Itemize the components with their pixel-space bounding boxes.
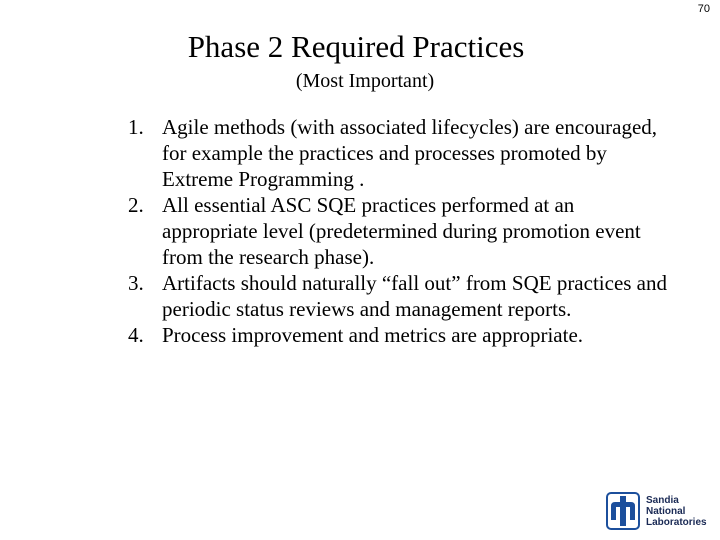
list-item-text: Artifacts should naturally “fall out” from SQE practices and periodic status reviews and management reports. (162, 271, 668, 321)
list-item-number: 1. (128, 115, 144, 139)
list-item-number: 4. (128, 323, 144, 347)
list-item-text: Process improvement and metrics are appropriate. (162, 323, 584, 347)
list-item (128, 114, 668, 192)
sandia-logo-text (646, 495, 707, 528)
list-item (128, 270, 668, 322)
sandia-logo (606, 492, 707, 530)
list-item-text: All essential ASC SQE practices performed at an appropriate level (predetermined during promotion event from the research phase). (162, 193, 641, 269)
list-item-text: Agile methods (with associated lifecycles) are encouraged, for example the practices and processes promoted by Extreme Programming . (162, 115, 658, 191)
page-number: 70 (697, 3, 710, 15)
logo-line-laboratories: Laboratories (646, 516, 707, 528)
list-item-number: 3. (128, 271, 144, 295)
sandia-thunderbird-icon (606, 492, 640, 530)
list-item-number: 2. (128, 193, 144, 217)
logo-line-sandia: Sandia (646, 494, 679, 506)
list-item (128, 192, 668, 270)
slide-title: Phase 2 Required Practices (187, 29, 525, 64)
practice-list (128, 114, 668, 348)
list-item (128, 322, 668, 348)
logo-line-national: National (646, 505, 686, 517)
slide-subtitle: (Most Important) (295, 70, 435, 92)
